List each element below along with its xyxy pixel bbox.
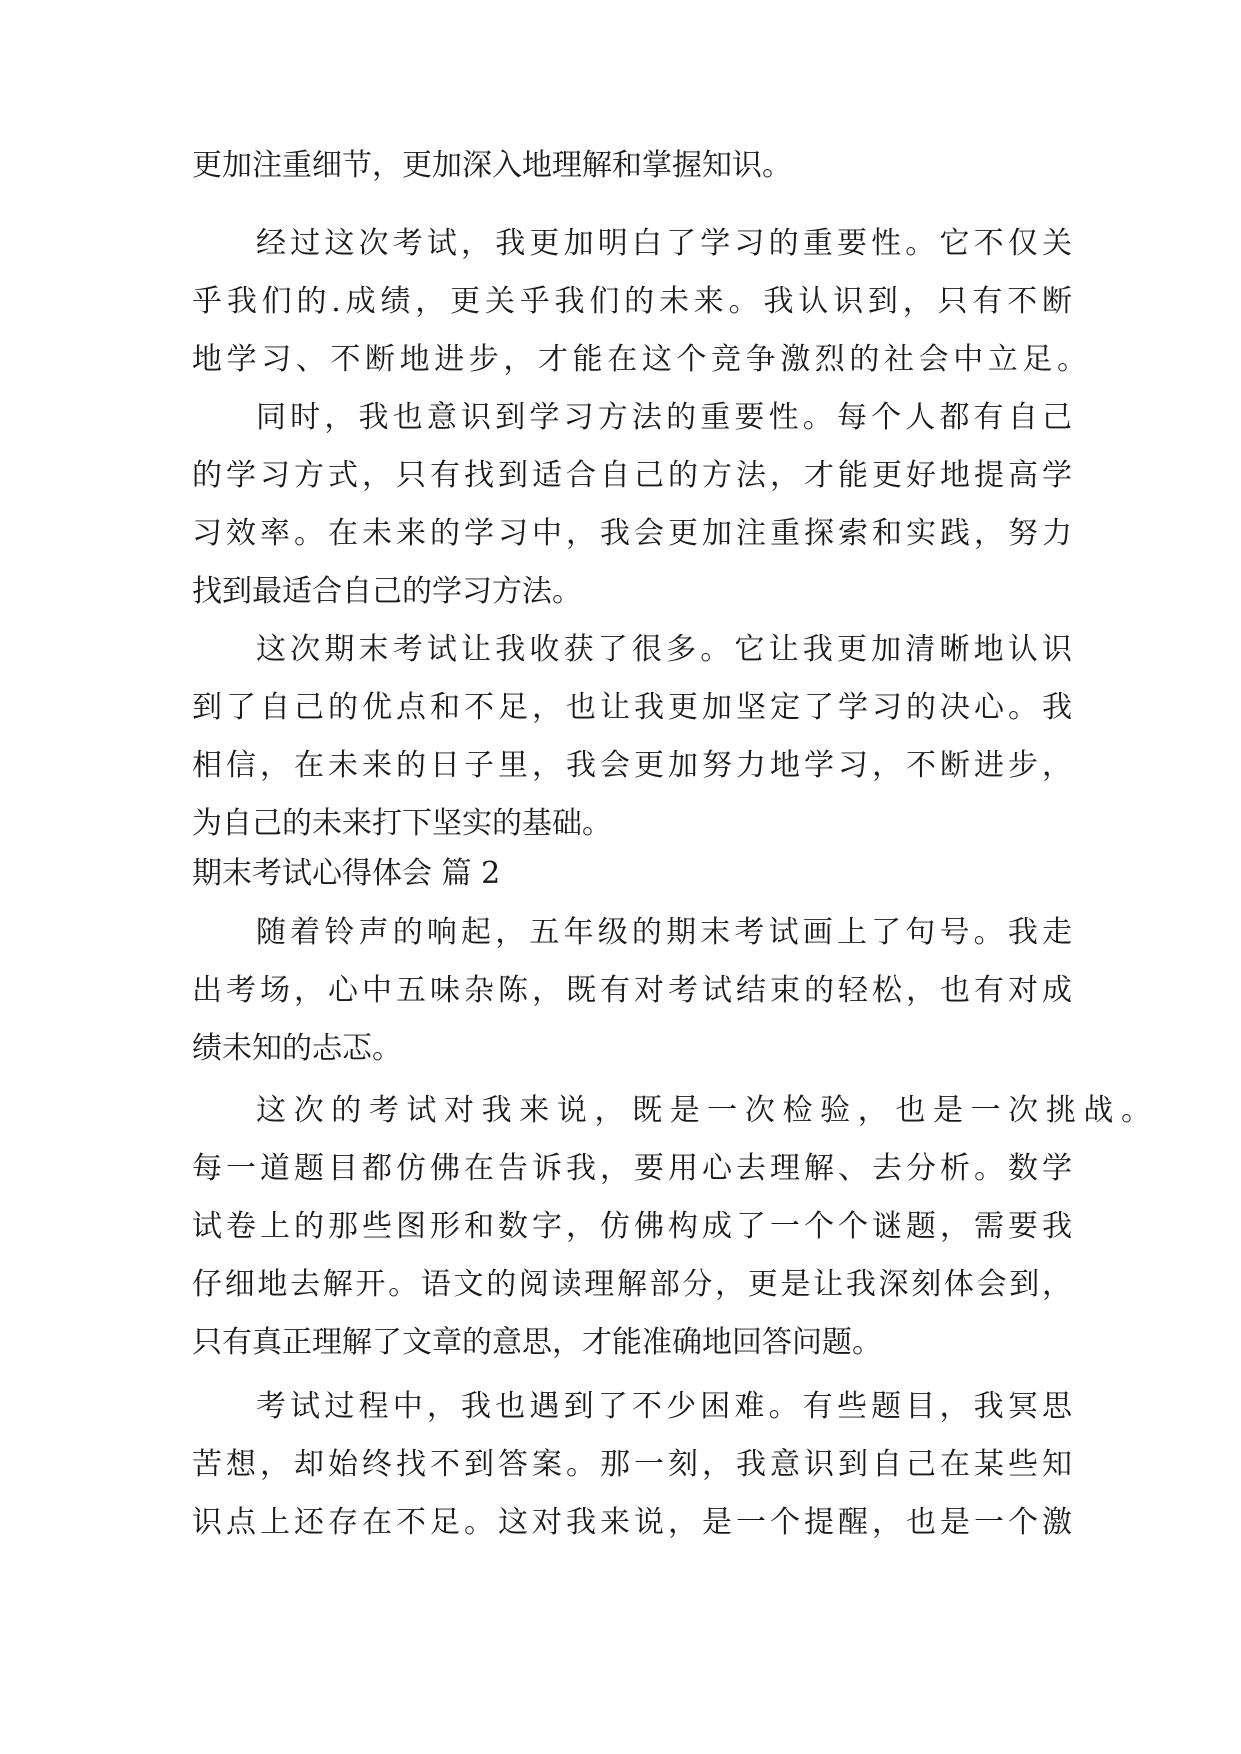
text-line: 绩未知的忐忑。	[192, 1031, 402, 1066]
text-line: 这次期末考试让我收获了很多。它让我更加清晰地认识	[256, 632, 1072, 667]
text-line: 到了自己的优点和不足，也让我更加坚定了学习的决心。我	[192, 690, 1072, 725]
text-line: 乎我们的.成绩，更关乎我们的未来。我认识到，只有不断	[192, 284, 1072, 319]
text-line: 识点上还存在不足。这对我来说，是一个提醒，也是一个激	[192, 1505, 1072, 1540]
text-line: 同时，我也意识到学习方法的重要性。每个人都有自己	[256, 400, 1072, 435]
text-line: 地学习、不断地进步，才能在这个竞争激烈的社会中立足。	[192, 342, 1087, 377]
section-heading: 期末考试心得体会 篇 2	[192, 856, 501, 891]
text-line: 随着铃声的响起，五年级的期末考试画上了句号。我走	[256, 915, 1072, 950]
text-line: 的学习方式，只有找到适合自己的方法，才能更好地提高学	[192, 458, 1072, 493]
text-line: 试卷上的那些图形和数字，仿佛构成了一个个谜题，需要我	[192, 1209, 1072, 1244]
text-line: 经过这次考试，我更加明白了学习的重要性。它不仅关	[256, 226, 1072, 261]
text-line: 考试过程中，我也遇到了不少困难。有些题目，我冥思	[256, 1389, 1072, 1424]
text-line: 习效率。在未来的学习中，我会更加注重探索和实践，努力	[192, 516, 1072, 551]
text-line: 找到最适合自己的学习方法。	[192, 574, 582, 609]
text-line: 更加注重细节，更加深入地理解和掌握知识。	[192, 148, 792, 183]
text-line: 出考场，心中五味杂陈，既有对考试结束的轻松，也有对成	[192, 973, 1072, 1008]
text-line: 这次的考试对我来说，既是一次检验，也是一次挑战。	[256, 1093, 1151, 1128]
text-line: 每一道题目都仿佛在告诉我，要用心去理解、去分析。数学	[192, 1151, 1072, 1186]
text-line: 仔细地去解开。语文的阅读理解部分，更是让我深刻体会到，	[192, 1267, 1072, 1302]
text-line: 苦想，却始终找不到答案。那一刻，我意识到自己在某些知	[192, 1447, 1072, 1482]
text-line: 为自己的未来打下坚实的基础。	[192, 806, 612, 841]
text-line: 只有真正理解了文章的意思，才能准确地回答问题。	[192, 1325, 882, 1360]
text-line: 相信，在未来的日子里，我会更加努力地学习，不断进步，	[192, 748, 1072, 783]
